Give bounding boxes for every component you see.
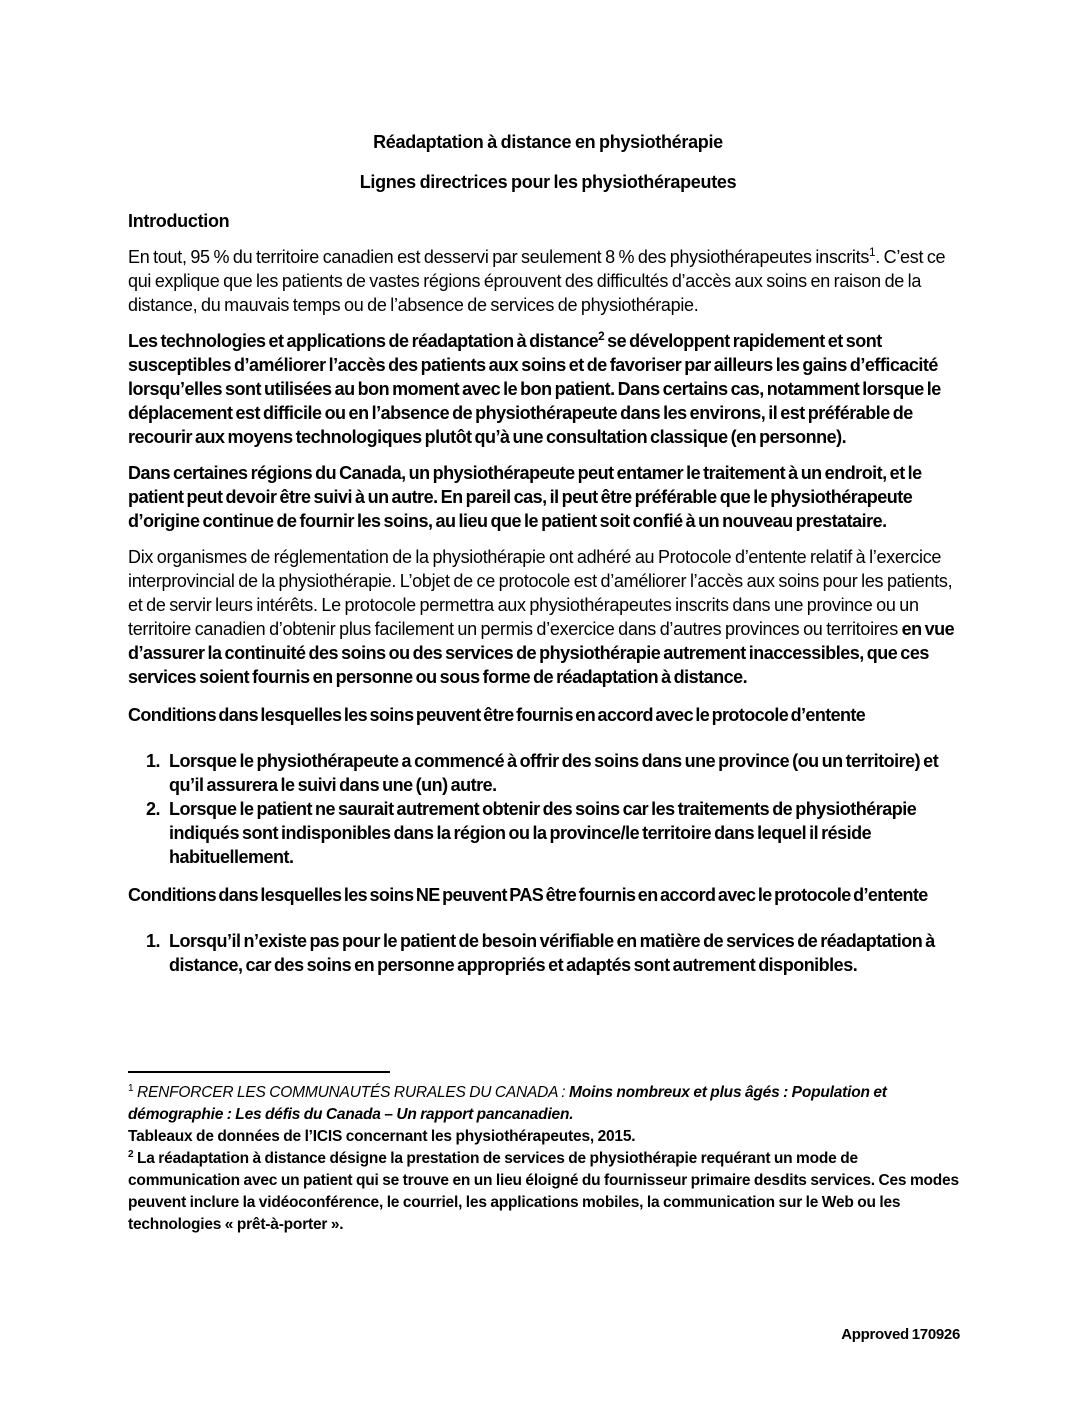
footnote-1 (128, 1082, 968, 1148)
paragraph-technologies (128, 329, 968, 449)
list-item-condition-not-allowed-1: 1. Lorsqu’il n’existe pas pour le patient de besoin vérifiable en matière de services de réadaptation à distance, car des soins en personne appropriés et adaptés sont autrement disponibles. (163, 929, 968, 977)
text-run: En tout, 95 % du territoire canadien est desservi par seulement 8 % des physiothérapeutes inscrits (128, 247, 870, 267)
text-run: . C’est ce qui explique que les patients de vastes régions éprouvent des difficultés d’accès aux soins en raison de la distance, du mauvais temps ou de l’absence de services de physiothérapie. (128, 247, 946, 315)
paragraph-territory-stats (128, 245, 968, 317)
conditions-allowed-list (128, 749, 968, 869)
footnote-ref-2: 2 (598, 330, 605, 343)
conditions-not-allowed-list (128, 929, 968, 977)
text-run: Les technologies et applications de réadaptation à distance (128, 331, 599, 351)
footnote-marker-2: 2 (128, 1148, 134, 1160)
section-heading-conditions-allowed: Conditions dans lesquelles les soins peuvent être fournis en accord avec le protocole d’entente (128, 705, 866, 725)
list-item-condition-allowed-1: 1. Lorsque le physiothérapeute a commencé à offrir des soins dans une province (ou un territoire) et qu’il assurera le suivi dans une (un) autre. (163, 749, 968, 797)
footnote-separator-line (128, 1071, 390, 1073)
footnote-marker-1: 1 (128, 1082, 134, 1094)
footnotes-section (128, 1071, 968, 1236)
text-run: se développent rapidement et sont susceptibles d’améliorer l’accès des patients aux soins et de favoriser par ailleurs les gains d’efficacité lorsqu’elles sont utilisées au bon moment avec le bon patient. Dans certains cas, notamment lorsque le déplacement est difficile ou en l’absence de physiothérapeute dans les environs, il est préférable de recourir aux moyens technologiques plutôt qu’à une consultation classique (en personne). (128, 331, 941, 447)
footnote-1-italic-text: RENFORCER LES COMMUNAUTÉS RURALES DU CANADA : (137, 1084, 569, 1101)
document-title: Réadaptation à distance en physiothérapie (373, 132, 723, 152)
footnote-2-text: La réadaptation à distance désigne la prestation de services de physiothérapie requérant un mode de communication avec un patient qui se trouve en un lieu éloigné du fournisseur primaire desdits services. Ces modes peuvent inclure la vidéoconférence, le courriel, les applications mobiles, la communication sur le Web ou les technologies « prêt-à-porter ». (128, 1150, 959, 1233)
paragraph-protocole-entente (128, 545, 968, 689)
approval-stamp: Approved 170926 (841, 1326, 960, 1343)
footnote-1-bold-italic-text: Moins nombreux et plus âgés : Population et démographie : Les défis du Canada – Un rapport pancanadien. (128, 1084, 887, 1123)
section-heading-conditions-not-allowed: Conditions dans lesquelles les soins NE peuvent PAS être fournis en accord avec le protocole d’entente (128, 885, 928, 905)
footnote-1-second-line: Tableaux de données de l’ICIS concernant les physiothérapeutes, 2015. (128, 1128, 636, 1145)
text-run-bold: en vue d’assurer la continuité des soins ou des services de physiothérapie autrement inaccessibles, que ces services soient fournis en personne ou sous forme de réadaptation à distance. (128, 619, 955, 687)
paragraph-regions-canada: Dans certaines régions du Canada, un physiothérapeute peut entamer le traitement à un endroit, et le patient peut devoir être suivi à un autre. En pareil cas, il peut être préférable que le physiothérapeute d’origine continue de fournir les soins, au lieu que le patient soit confié à un nouveau prestataire. (128, 463, 922, 531)
footnote-ref-1: 1 (869, 246, 876, 259)
list-item-condition-allowed-2: 2. Lorsque le patient ne saurait autrement obtenir des soins car les traitements de physiothérapie indiqués sont indisponibles dans la région ou la province/le territoire dans lequel il réside habituellement. (163, 797, 968, 869)
document-subtitle: Lignes directrices pour les physiothérapeutes (359, 172, 737, 192)
text-run: Dix organismes de réglementation de la physiothérapie ont adhéré au Protocole d’entente relatif à l’exercice interprovincial de la physiothérapie. L’objet de ce protocole est d’améliorer l’accès aux soins pour les patients, et de servir leurs intérêts. Le protocole permettra aux physiothérapeutes inscrits dans une province ou un territoire canadien d’obtenir plus facilement un permis d’exercice dans d’autres provinces ou territoires (128, 547, 953, 639)
section-heading-introduction: Introduction (128, 211, 230, 231)
footnote-2 (128, 1148, 968, 1236)
